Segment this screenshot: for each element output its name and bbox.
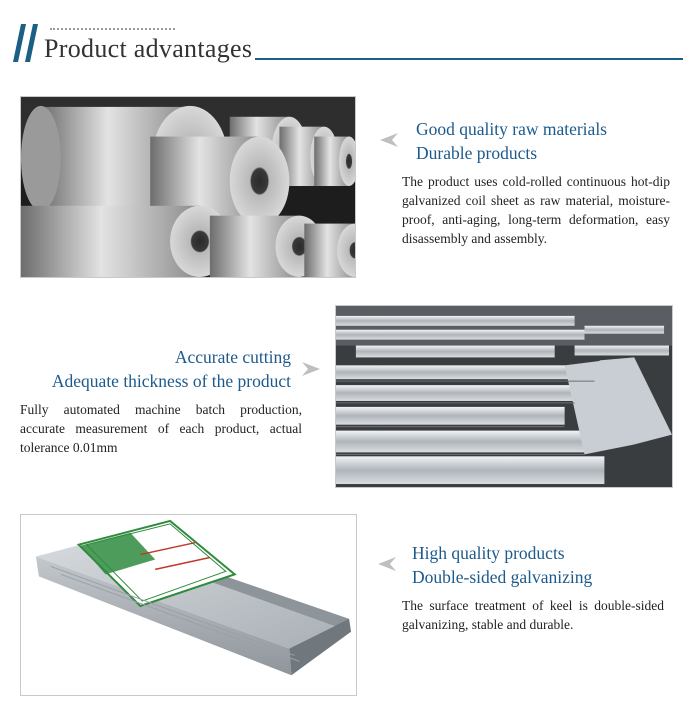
section-2-heading-line2: Adequate thickness of the product	[51, 371, 291, 391]
section-2-description: Fully automated machine batch production, accurate measurement of each product, actual tolerance 0.01mm	[20, 402, 302, 455]
header-slash-icon	[12, 22, 42, 64]
section-3-heading-line2: Double-sided galvanizing	[412, 567, 593, 587]
header-dotted-line	[50, 28, 175, 30]
page-title: Product advantages	[44, 34, 253, 63]
galvanized-steel-coils-photo	[20, 96, 356, 278]
header-underline	[255, 58, 683, 60]
section-3-heading-line1: High quality products	[412, 543, 565, 563]
pointer-arrow-icon	[380, 133, 398, 147]
section-1-heading-line1: Good quality raw materials	[416, 119, 607, 139]
section-3-description: The surface treatment of keel is double-sided galvanizing, stable and durable.	[402, 598, 664, 632]
section-1-description: The product uses cold-rolled continuous hot-dip galvanized coil sheet as raw material, moisture-proof, anti-aging, long-term deformation, easy disassembly and assembly.	[402, 174, 670, 246]
section-2-heading-line1: Accurate cutting	[174, 347, 291, 367]
section-1-heading-line2: Durable products	[416, 143, 538, 163]
galvanized-keel-channel-photo	[20, 514, 357, 696]
stacked-steel-profiles-photo	[335, 305, 673, 488]
pointer-arrow-icon	[302, 362, 320, 376]
pointer-arrow-icon	[378, 557, 396, 571]
